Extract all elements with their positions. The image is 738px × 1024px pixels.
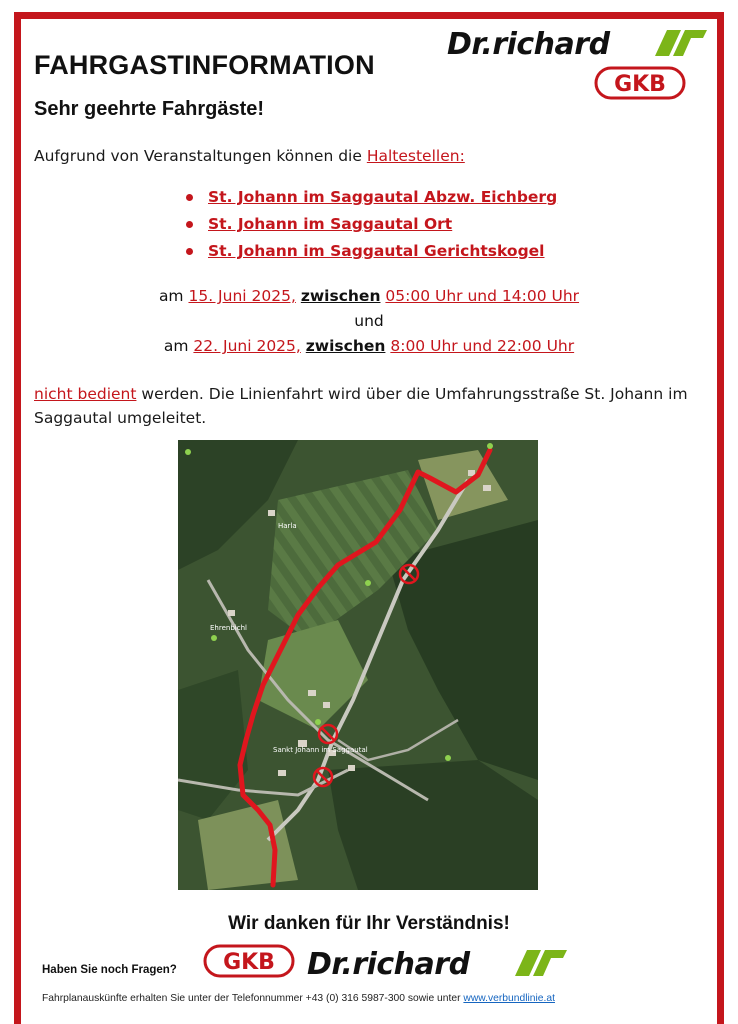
not-served-text: nicht bedient bbox=[34, 385, 137, 403]
date-1: 15. Juni 2025, bbox=[188, 287, 296, 305]
detour-paragraph: nicht bedient werden. Die Linienfahrt wird über die Umfahrungsstraße St. Johann im Saggautal umgeleitet. bbox=[34, 385, 688, 427]
footer-info: Fahrplanauskünfte erhalten Sie unter der Telefonnummer +43 (0) 316 5987-300 sowie unter www.verbundlinie.at bbox=[42, 993, 555, 1004]
verbundlinie-link[interactable]: www.verbundlinie.at bbox=[463, 993, 555, 1004]
svg-text:Dr.richard: Dr.richard bbox=[447, 27, 610, 60]
time-2: 8:00 Uhr und 22:00 Uhr bbox=[390, 337, 575, 355]
list-item: St. Johann im Saggautal Gerichtskogel bbox=[186, 238, 557, 265]
date-2: 22. Juni 2025, bbox=[193, 337, 301, 355]
gkb-logo-footer bbox=[203, 944, 295, 978]
schedule-line-1: am 15. Juni 2025, zwischen 05:00 Uhr und 14:00 Uhr bbox=[158, 287, 580, 305]
greeting: Sehr geehrte Fahrgäste! bbox=[34, 98, 265, 120]
list-item: St. Johann im Saggautal Ort bbox=[186, 211, 557, 238]
dr-richard-logo bbox=[445, 26, 710, 60]
schedule-line-2: am 22. Juni 2025, zwischen 8:00 Uhr und 22:00 Uhr bbox=[163, 337, 575, 355]
map-label: Ehrenbichl bbox=[210, 624, 247, 632]
bullet-icon bbox=[186, 248, 193, 255]
svg-text:GKB: GKB bbox=[614, 72, 666, 97]
map-image bbox=[178, 440, 538, 890]
svg-text:Dr.richard: Dr.richard bbox=[307, 947, 470, 980]
list-item: St. Johann im Saggautal Abzw. Eichberg bbox=[186, 184, 557, 211]
bullet-icon bbox=[186, 194, 193, 201]
stops-heading: Haltestellen: bbox=[366, 147, 465, 165]
gkb-logo bbox=[594, 66, 686, 100]
map-label: Sankt Johann im Saggautal bbox=[273, 746, 368, 754]
schedule-connector: und bbox=[354, 312, 384, 330]
intro-text: Aufgrund von Veranstaltungen können die bbox=[34, 147, 362, 165]
detour-map bbox=[178, 440, 538, 890]
page-title: FAHRGASTINFORMATION bbox=[34, 50, 375, 80]
bullet-icon bbox=[186, 221, 193, 228]
questions-label: Haben Sie noch Fragen? bbox=[42, 964, 177, 976]
dr-richard-logo-footer bbox=[305, 946, 570, 980]
intro-paragraph bbox=[34, 147, 465, 165]
time-1: 05:00 Uhr und 14:00 Uhr bbox=[385, 287, 580, 305]
stop-list bbox=[186, 184, 557, 265]
thanks-message: Wir danken für Ihr Verständnis! bbox=[228, 913, 510, 934]
map-label: Harla bbox=[278, 522, 297, 530]
svg-text:GKB: GKB bbox=[223, 950, 275, 975]
